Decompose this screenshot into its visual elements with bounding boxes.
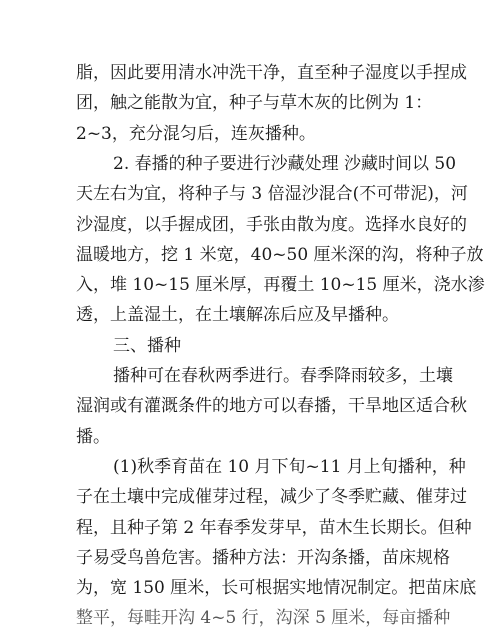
section-heading: 三、播种	[113, 336, 181, 356]
text-line: 天左右为宜，将种子与 3 倍湿沙混合(不可带泥)，河	[76, 184, 468, 204]
text-line: 入，堆 10~15 厘米厚，再覆土 10~15 厘米，浇水渗	[76, 275, 485, 295]
text-line: 整平，每畦开沟 4~5 行，沟深 5 厘米，每亩播种	[76, 608, 451, 628]
text-line: (1)秋季育苗在 10 月下旬~11 月上旬播种，种	[113, 457, 466, 477]
text-line: 为，宽 150 厘米，长可根据实地情况制定。把苗床底	[76, 578, 477, 598]
text-line: 子在土壤中完成催芽过程，减少了冬季贮藏、催芽过	[76, 487, 467, 507]
text-line: 播。	[76, 427, 110, 447]
text-line: 播种可在春秋两季进行。春季降雨较多，土壤	[113, 366, 453, 386]
text-line: 2~3，充分混匀后，连灰播种。	[76, 124, 316, 144]
text-line: 温暖地方，挖 1 米宽，40~50 厘米深的沟，将种子放	[76, 245, 484, 265]
text-line: 沙湿度，以手握成团，手张由散为度。选择水良好的	[76, 215, 467, 235]
text-line: 子易受鸟兽危害。播种方法：开沟条播，苗床规格	[76, 548, 450, 568]
text-line: 湿润或有灌溉条件的地方可以春播，干旱地区适合秋	[76, 396, 467, 416]
text-line: 2. 春播的种子要进行沙藏处理 沙藏时间以 50	[113, 154, 457, 174]
text-line: 团，触之能散为宜，种子与草木灰的比例为 1：	[76, 93, 433, 113]
text-line: 脂，因此要用清水冲洗干净，直至种子湿度以手捏成	[76, 63, 467, 83]
text-line: 透，上盖湿土，在土壤解冻后应及早播种。	[76, 305, 399, 325]
text-line: 程，且种子第 2 年春季发芽早，苗木生长期长。但种	[76, 518, 472, 538]
